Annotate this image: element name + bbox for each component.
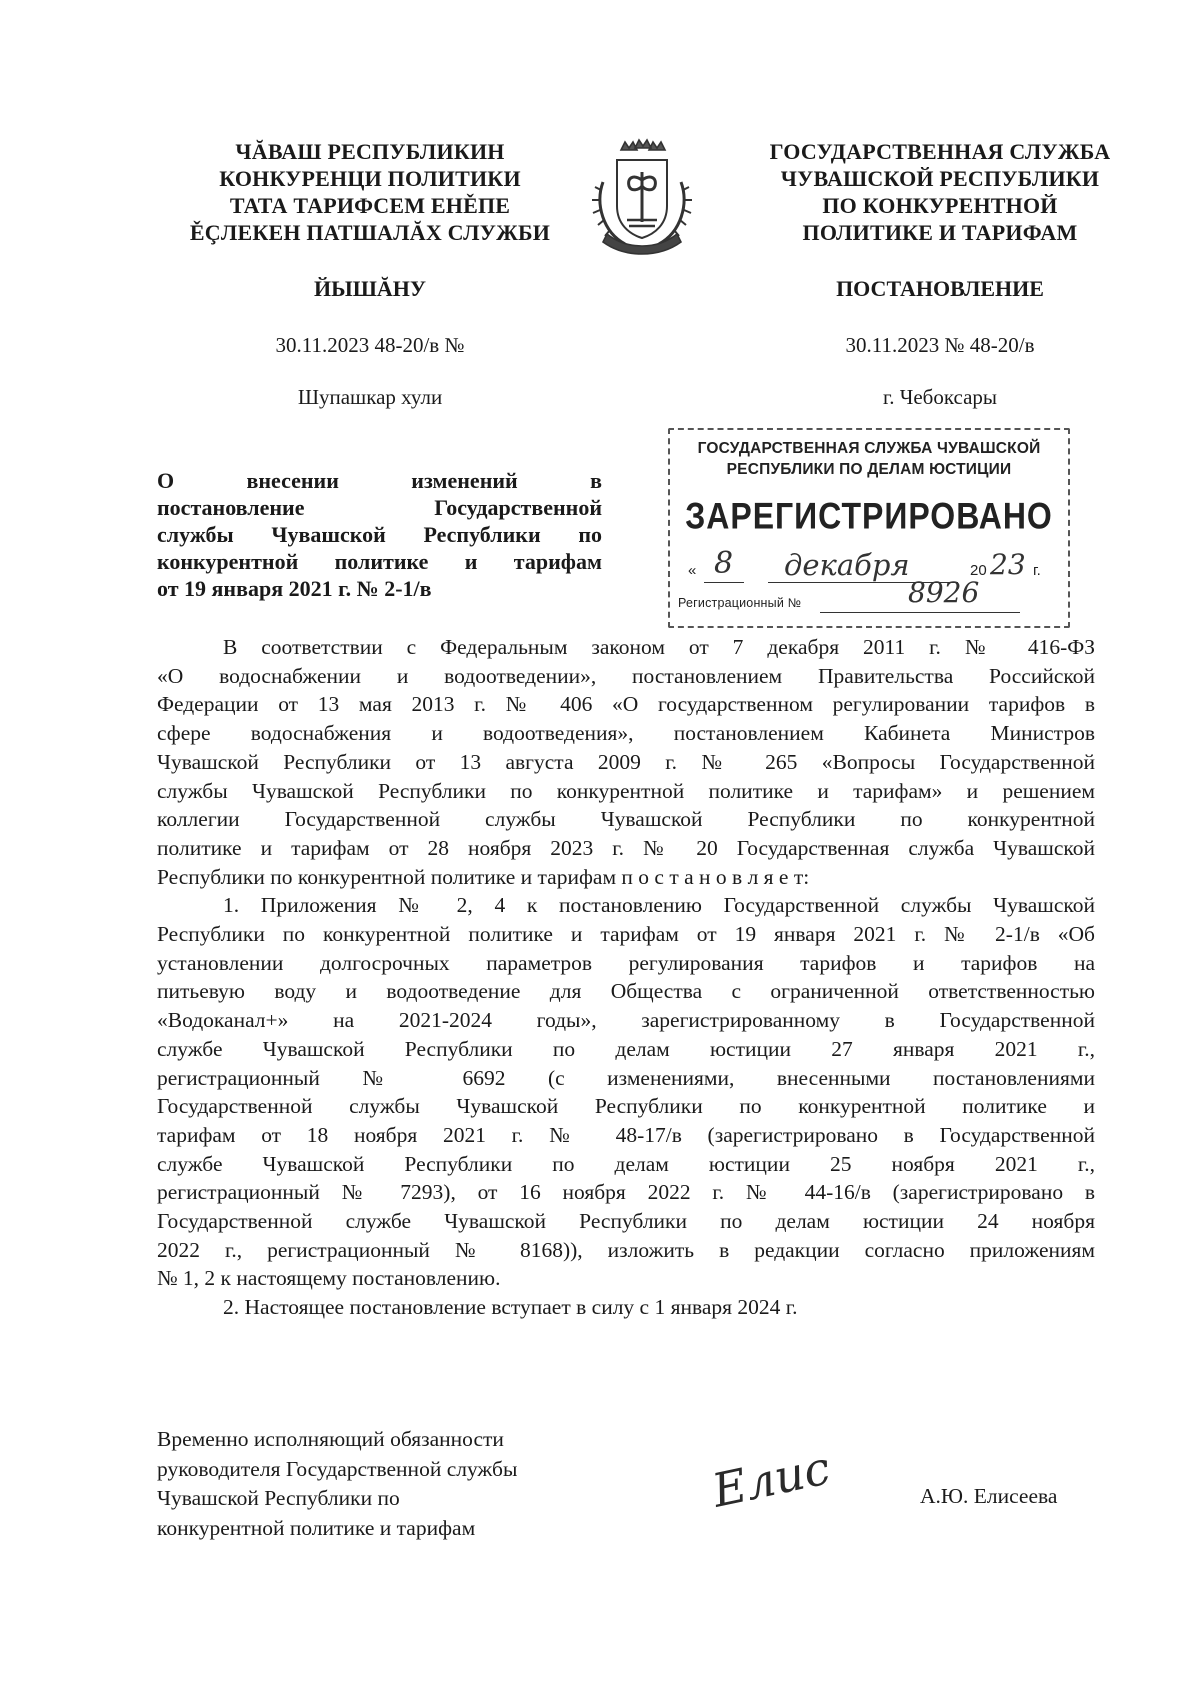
stamp-year-unit: г. — [1033, 562, 1041, 579]
body-line: 1. Приложения № 2, 4 к постановлению Государственной службы Чувашской — [223, 893, 1095, 918]
header-left-line: ЧĂВАШ РЕСПУБЛИКИН — [235, 139, 505, 164]
title-line: О внесении изменений в — [157, 468, 602, 493]
body-line: политике и тарифам от 28 ноября 2023 г. № 20 Государственная служба Чувашской — [157, 835, 1095, 860]
body-line: Государственной службы Чувашской Республики по конкурентной политике и — [157, 1094, 1095, 1119]
stamp-reg-label: Регистрационный № — [678, 596, 802, 610]
body-line: службы Чувашской Республики по конкурентной политике и тарифам» и решением — [157, 778, 1095, 803]
stamp-date — [688, 546, 1058, 586]
city-right: г. Чебоксары — [882, 385, 998, 409]
body-line: регистрационный № 7293), от 16 ноября 2022 г. № 44-16/в (зарегистрировано в — [157, 1180, 1095, 1205]
body-line: сфере водоснабжения и водоотведения», постановлением Кабинета Министров — [157, 721, 1095, 746]
signatory-position — [157, 1425, 717, 1543]
doc-type-left: ЙЫШĂНУ — [313, 276, 427, 301]
stamp-year-prefix: 20 — [970, 562, 987, 579]
title-line: конкурентной политике и тарифам — [157, 549, 602, 574]
signatory-name: А.Ю. Елисеева — [920, 1484, 1058, 1508]
stamp-year-suffix: 23 — [990, 548, 1026, 581]
stamp-registered-text: ЗАРЕГИСТРИРОВАНО — [685, 495, 1053, 537]
chuvash-coat-of-arms-icon — [577, 134, 707, 259]
header-left-line: КОНКУРЕНЦИ ПОЛИТИКИ — [219, 166, 521, 191]
stamp-org-line: РЕСПУБЛИКИ ПО ДЕЛАМ ЮСТИЦИИ — [726, 461, 1012, 478]
document-title — [157, 467, 602, 602]
doc-type-right: ПОСТАНОВЛЕНИЕ — [836, 276, 1044, 301]
header-right-line: ПО КОНКУРЕНТНОЙ — [822, 193, 1058, 218]
body-line: службе Чувашской Республики по делам юстиции 27 января 2021 г., — [157, 1036, 1095, 1061]
header-right — [745, 138, 1135, 246]
body-line: Государственной службе Чувашской Республики по делам юстиции 24 ноября — [157, 1209, 1095, 1234]
body-line: «О водоснабжении и водоотведении», постановлением Правительства Российской — [157, 663, 1095, 688]
body-line: «Водоканал+» на 2021-2024 годы», зарегистрированному в Государственной — [157, 1008, 1095, 1033]
signatory-position-line: конкурентной политике и тарифам — [157, 1515, 476, 1540]
body-line: Чувашской Республики от 13 августа 2009 г. № 265 «Вопросы Государственной — [157, 749, 1095, 774]
stamp-month: декабря — [784, 548, 910, 582]
header-right-line: ГОСУДАРСТВЕННАЯ СЛУЖБА — [769, 139, 1111, 164]
handwritten-signature: Елис — [707, 1440, 835, 1518]
body-line: регистрационный № 6692 (с изменениями, внесенными постановлениями — [157, 1065, 1095, 1090]
body-line: 2022 г., регистрационный № 8168)), изложить в редакции согласно приложениям — [157, 1237, 1095, 1262]
city-left: Шупашкар хули — [297, 385, 443, 409]
header-left-line: ТАТА ТАРИФСЕМ ЕНĚПЕ — [229, 193, 511, 218]
date-number-left: 30.11.2023 48-20/в № — [275, 333, 465, 357]
document-body — [157, 633, 1095, 1322]
body-line: коллегии Государственной службы Чувашской Республики по конкурентной — [157, 807, 1095, 832]
body-line: Республики по конкурентной политике и тарифам от 19 января 2021 г. № 2-1/в «Об — [157, 922, 1095, 947]
registration-stamp — [668, 428, 1070, 628]
stamp-open-quote: « — [688, 562, 697, 579]
title-line: от 19 января 2021 г. № 2-1/в — [157, 576, 432, 601]
date-number-right: 30.11.2023 № 48-20/в — [845, 333, 1035, 357]
header-left — [175, 138, 565, 246]
body-line: Республики по конкурентной политике и тарифам п о с т а н о в л я е т: — [157, 864, 810, 889]
stamp-reg-number: 8926 — [908, 576, 980, 609]
body-line: В соответствии с Федеральным законом от 7 декабря 2011 г. № 416-ФЗ — [223, 635, 1095, 659]
stamp-org-line: ГОСУДАРСТВЕННАЯ СЛУЖБА ЧУВАШСКОЙ — [697, 440, 1041, 457]
body-line: 2. Настоящее постановление вступает в силу с 1 января 2024 г. — [223, 1295, 798, 1320]
body-line: Федерации от 13 мая 2013 г. № 406 «О государственном регулировании тарифов в — [157, 692, 1095, 717]
body-line: службе Чувашской Республики по делам юстиции 25 ноября 2021 г., — [157, 1151, 1095, 1176]
header-right-line: ПОЛИТИКЕ И ТАРИФАМ — [802, 220, 1078, 245]
signatory-position-line: Временно исполняющий обязанности — [157, 1427, 504, 1451]
body-line: № 1, 2 к настоящему постановлению. — [157, 1266, 501, 1291]
title-line: службы Чувашской Республики по — [157, 522, 602, 547]
signatory-position-line: руководителя Государственной службы — [157, 1456, 518, 1481]
body-line: установлении долгосрочных параметров регулирования тарифов и тарифов на — [157, 950, 1095, 975]
stamp-day: 8 — [714, 546, 734, 581]
body-line: тарифам от 18 ноября 2021 г. № 48-17/в (зарегистрировано в Государственной — [157, 1122, 1095, 1147]
body-line: питьевую воду и водоотведение для Общества с ограниченной ответственностью — [157, 979, 1095, 1004]
header-left-line: ĚÇЛЕКЕН ПАТШАЛĂХ СЛУЖБИ — [189, 220, 551, 245]
title-line: постановление Государственной — [157, 495, 602, 520]
header-right-line: ЧУВАШСКОЙ РЕСПУБЛИКИ — [780, 166, 1100, 191]
signatory-position-line: Чувашской Республики по — [157, 1486, 400, 1510]
